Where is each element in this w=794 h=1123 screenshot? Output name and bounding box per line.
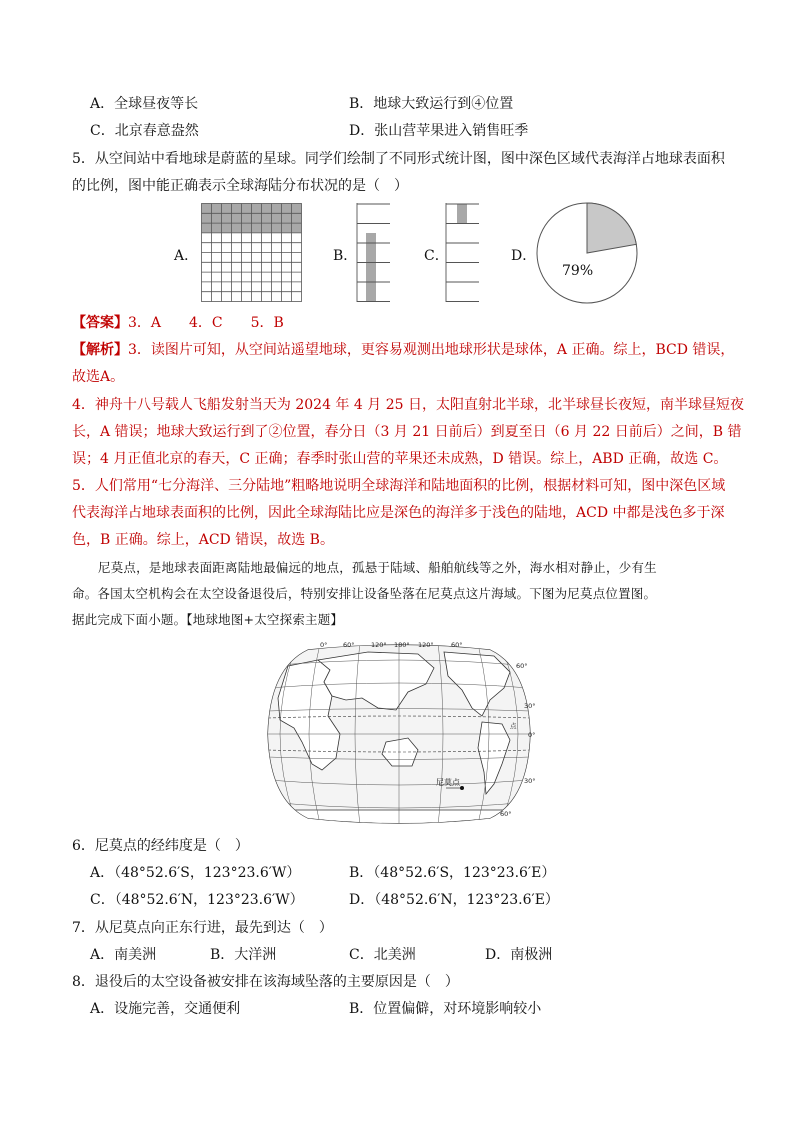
q6-option-c: C．（48°52.6′N，123°23.6′W） [90, 892, 304, 908]
analysis-line-5: 误；4 月正值北京的春天，C 正确；春季时张山营的苹果还未成熟，D 错误。综上，ABD 正确，故选 C。 [72, 451, 728, 467]
map-top-label-60w: 60° [451, 641, 463, 649]
q8-option-b: B．位置偏僻，对环境影响较小 [349, 1001, 542, 1017]
q5-stem-line2: 的比例，图中能正确表示全球海陆分布状况的是（ ） [72, 178, 408, 194]
analysis-line-2: 故选A。 [72, 369, 125, 385]
nemo-point-label: 尼莫点 [436, 778, 460, 787]
material-line-2: 命。各国太空机构会在太空设备退役后，特别安排让设备坠落在尼莫点这片海域。下图为尼莫点位置图。 [72, 586, 657, 601]
q7-stem: 7．从尼莫点向正东行进，最先到达（ ） [72, 920, 333, 936]
q5-label-c: C． [424, 248, 449, 264]
q5-stem-line1: 5．从空间站中看地球是蔚蓝的星球。同学们绘制了不同形式统计图，图中深色区域代表海洋占地球表面积 [72, 151, 725, 167]
analysis-line-4: 长，A 错误；地球大致运行到了②位置，春分日（3 月 21 日前后）到夏至日（6 月 22 日前后）之间，B 错 [72, 424, 742, 440]
q5-figure-b-bar [356, 203, 392, 303]
analysis-line-3: 4．神舟十八号载人飞船发射当天为 2024 年 4 月 25 日，太阳直射北半球，北半球昼长夜短，南半球昼短夜 [72, 397, 744, 413]
q7-option-d: D．南极洲 [485, 947, 553, 963]
answer-text: 3．A 4．C 5．B [128, 315, 284, 331]
analysis-line-1 [72, 340, 734, 360]
q6-stem: 6．尼莫点的经纬度是（ ） [72, 838, 249, 854]
answer-line [72, 313, 284, 333]
pie-percent-label: 79% [562, 263, 594, 279]
analysis-line-8: 色，B 正确。综上，ACD 错误，故选 B。 [72, 532, 334, 548]
q6-option-a: A．（48°52.6′S，123°23.6′W） [90, 865, 301, 881]
map-point-label: 点 [510, 722, 517, 730]
analysis-line-7: 代表海洋占地球表面积的比例，因此全球海陆比应是深色的海洋多于浅色的陆地，ACD 中都是浅色多于深 [72, 505, 725, 521]
q8-option-a: A．设施完善，交通便利 [90, 1001, 241, 1017]
q8-stem: 8．退役后的太空设备被安排在该海域坠落的主要原因是（ ） [72, 974, 459, 990]
q5-figure-d-pie [534, 201, 640, 305]
q5-label-d: D． [511, 248, 537, 264]
analysis-q3-text: 3．读图片可知，从空间站遥望地球，更容易观测出地球形状是球体，A 正确。综上，BCD 错误， [128, 342, 735, 358]
material-line-1: 尼莫点，是地球表面距离陆地最偏远的地点，孤悬于陆域、船舶航线等之外，海水相对静止，少有生 [98, 560, 657, 575]
map-right-label-60s: 60° [500, 810, 512, 818]
map-top-label-0: 0° [320, 641, 328, 649]
q5-figure-a-grid [201, 203, 303, 303]
map-top-label-60e: 60° [343, 641, 355, 649]
q6-option-b: B．（48°52.6′S，123°23.6′E） [349, 865, 556, 881]
bar-c-shaded [457, 204, 467, 224]
analysis-line-6: 5．人们常用“七分海洋、三分陆地”粗略地说明全球海洋和陆地面积的比例，根据材料可知，图中深色区域 [72, 478, 726, 494]
analysis-tag: 【解析】 [72, 342, 128, 358]
q4-option-a: A．全球昼夜等长 [90, 96, 199, 112]
q7-option-b: B．大洋洲 [210, 947, 277, 963]
pie-slice-shaded [587, 203, 636, 253]
map-right-label-0: 0° [528, 731, 536, 739]
map-top-label-180: 180° [394, 641, 410, 649]
q4-option-b: B．地球大致运行到④位置 [349, 96, 514, 112]
map-top-label-120e: 120° [371, 641, 387, 649]
q6-option-d: D．（48°52.6′N，123°23.6′E） [349, 892, 559, 908]
q4-option-c: C．北京春意盎然 [90, 123, 199, 139]
q4-option-d: D．张山营苹果进入销售旺季 [349, 123, 529, 139]
q5-figure-c-bar [445, 203, 481, 303]
q7-option-c: C．北美洲 [349, 947, 416, 963]
map-top-label-120w: 120° [418, 641, 434, 649]
q5-label-b: B． [333, 248, 358, 264]
map-right-label-30n: 30° [524, 702, 536, 710]
world-map-figure [258, 638, 540, 830]
map-right-label-60n: 60° [516, 662, 528, 670]
answer-tag: 【答案】 [72, 315, 128, 331]
material-line-3: 据此完成下面小题。【地球地图+太空探索主题】 [72, 612, 344, 627]
q5-label-a: A． [174, 248, 199, 264]
map-right-label-30s: 30° [524, 777, 536, 785]
q7-option-a: A．南美洲 [90, 947, 157, 963]
